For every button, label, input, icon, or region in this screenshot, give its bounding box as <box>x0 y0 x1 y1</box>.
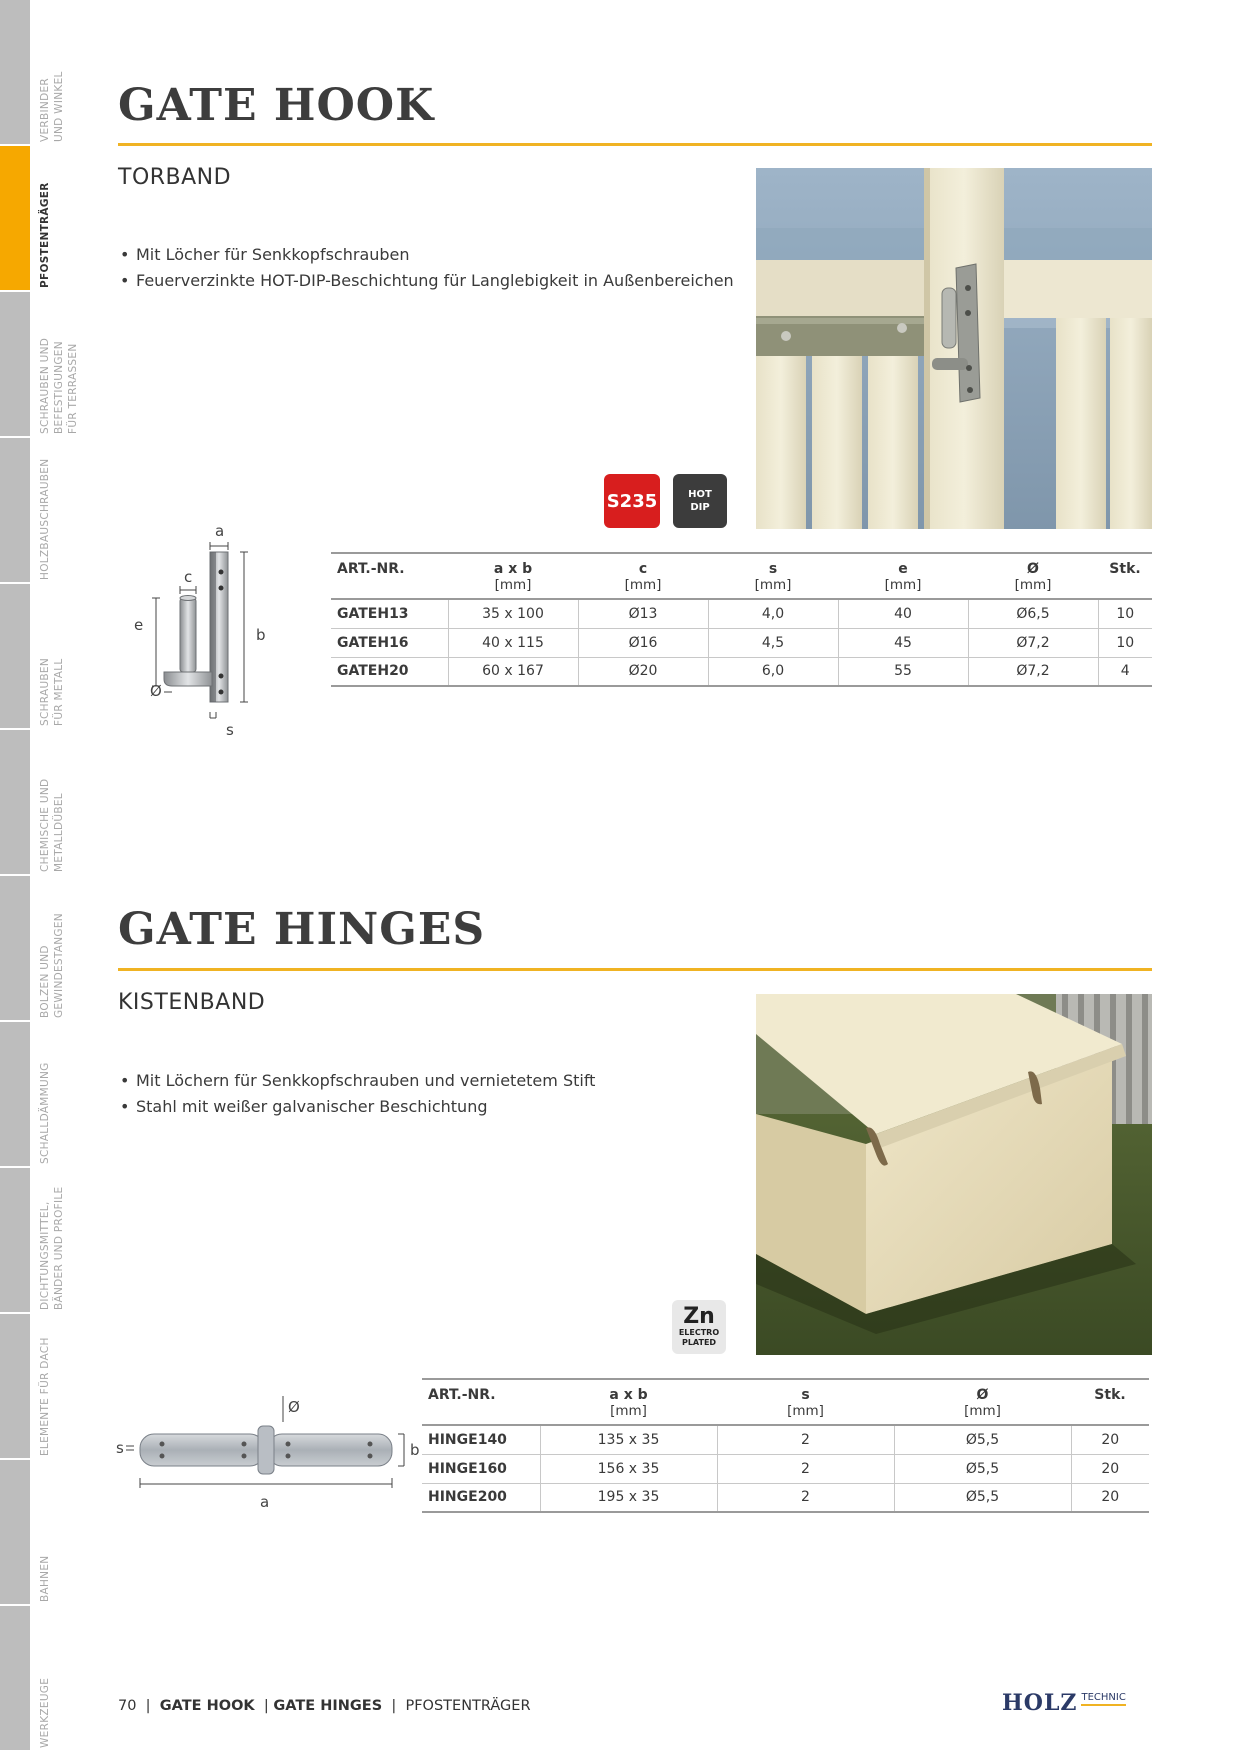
table-cell: 20 <box>1071 1425 1149 1454</box>
dim-label-e: e <box>134 616 144 634</box>
table-cell: 156 x 35 <box>540 1454 717 1483</box>
badge-text: Zn <box>683 1304 715 1329</box>
table-cell: Ø20 <box>578 657 708 686</box>
tab-label: SCHRAUBEN FÜR METALL <box>39 657 65 726</box>
unit-cell <box>422 1403 540 1425</box>
tab-label: PFOSTENTRÄGER <box>39 182 51 288</box>
column-header: s <box>708 553 838 577</box>
tab-bahnen[interactable] <box>0 1460 72 1606</box>
table-cell: 10 <box>1098 628 1152 657</box>
art-nr-cell: GATEH13 <box>331 599 448 628</box>
art-nr-cell: GATEH16 <box>331 628 448 657</box>
hot-dip-badge <box>673 474 727 528</box>
dim-label-diameter: Ø <box>288 1398 300 1416</box>
gate-hook-photo <box>756 168 1152 529</box>
section-title-gate-hook: GATE HOOK <box>118 80 435 131</box>
table-cell: Ø6,5 <box>968 599 1098 628</box>
dim-label-diameter: Ø <box>150 682 162 700</box>
tab-label: SCHALLDÄMMUNG <box>39 1062 51 1164</box>
table-cell: 55 <box>838 657 968 686</box>
table-cell: 2 <box>717 1425 894 1454</box>
tab-werkzeuge[interactable] <box>0 1606 72 1752</box>
art-nr-cell: GATEH20 <box>331 657 448 686</box>
badge-text: ELECTRO <box>678 1328 720 1337</box>
column-header: e <box>838 553 968 577</box>
unit-cell: [mm] <box>448 577 578 599</box>
table-cell: 35 x 100 <box>448 599 578 628</box>
badge-text: DIP <box>690 502 710 513</box>
unit-cell: [mm] <box>838 577 968 599</box>
column-header: a x b <box>448 553 578 577</box>
dim-label-b: b <box>410 1441 420 1459</box>
art-nr-cell: HINGE160 <box>422 1454 540 1483</box>
feature-item: • Stahl mit weißer galvanischer Beschichtung <box>118 1094 595 1120</box>
table-row <box>422 1454 1149 1483</box>
feature-list <box>118 1068 595 1120</box>
title-rule <box>118 143 1152 146</box>
tab-schalldaemmung[interactable] <box>0 1022 72 1168</box>
unit-cell: [mm] <box>578 577 708 599</box>
table-row <box>331 599 1152 628</box>
s235-steel-badge <box>604 474 660 528</box>
column-header: Ø <box>968 553 1098 577</box>
tab-label: ELEMENTE FÜR DACH <box>39 1337 51 1456</box>
tab-label: SCHRAUBEN UND BEFESTIGUNGEN FÜR TERRASSEN <box>39 337 79 434</box>
badge-text: PLATED <box>681 1338 717 1347</box>
column-header: a x b <box>540 1379 717 1403</box>
tab-label: CHEMISCHE UND METALLDÜBEL <box>39 778 65 872</box>
badge-text: S235 <box>606 490 658 512</box>
section-title-gate-hinges: GATE HINGES <box>118 904 486 955</box>
table-cell: Ø7,2 <box>968 628 1098 657</box>
feature-item: • Mit Löchern für Senkkopfschrauben und vernietetem Stift <box>118 1068 595 1094</box>
dim-label-a: a <box>215 522 225 540</box>
tab-bolzen[interactable] <box>0 876 72 1022</box>
table-cell: 40 <box>838 599 968 628</box>
holz-technic-logo <box>1002 1690 1126 1716</box>
unit-cell: [mm] <box>540 1403 717 1425</box>
feature-item: • Feuerverzinkte HOT-DIP-Beschichtung für Langlebigkeit in Außenbereichen <box>118 268 734 294</box>
table-cell: Ø5,5 <box>894 1454 1071 1483</box>
table-cell: Ø5,5 <box>894 1425 1071 1454</box>
footer-separator: | <box>391 1698 397 1714</box>
table-cell: 6,0 <box>708 657 838 686</box>
tab-dichtungsmittel[interactable] <box>0 1168 72 1314</box>
dim-label-b: b <box>256 626 266 644</box>
unit-cell: [mm] <box>717 1403 894 1425</box>
table-cell: 2 <box>717 1454 894 1483</box>
footer-section-gate-hinges: GATE HINGES <box>273 1698 383 1714</box>
table-cell: Ø16 <box>578 628 708 657</box>
title-rule <box>118 968 1152 971</box>
table-cell: 20 <box>1071 1483 1149 1512</box>
tab-label: HOLZBAUSCHRAUBEN <box>39 458 51 580</box>
footer-separator: | <box>145 1698 151 1714</box>
unit-cell: [mm] <box>708 577 838 599</box>
art-nr-cell: HINGE200 <box>422 1483 540 1512</box>
table-cell: 135 x 35 <box>540 1425 717 1454</box>
table-cell: 60 x 167 <box>448 657 578 686</box>
tab-verbinder[interactable] <box>0 0 72 146</box>
unit-cell: [mm] <box>968 577 1098 599</box>
footer-section-gate-hook: GATE HOOK <box>159 1698 255 1714</box>
footer-category: PFOSTENTRÄGER <box>405 1698 531 1714</box>
dim-label-a: a <box>260 1493 270 1511</box>
logo-sub-text: TECHNIC <box>1081 1692 1125 1706</box>
table-cell: 195 x 35 <box>540 1483 717 1512</box>
table-cell: 10 <box>1098 599 1152 628</box>
gate-hinges-spec-table <box>422 1378 1149 1513</box>
tab-label: DICHTUNGSMITTEL, BÄNDER UND PROFILE <box>39 1186 65 1310</box>
table-cell: Ø13 <box>578 599 708 628</box>
gate-hook-drawing <box>128 516 288 742</box>
unit-cell <box>1098 577 1152 599</box>
zinc-electroplated-badge <box>672 1300 726 1354</box>
feature-list <box>118 242 734 294</box>
unit-cell <box>1071 1403 1149 1425</box>
unit-cell <box>331 577 448 599</box>
table-cell: 20 <box>1071 1454 1149 1483</box>
dim-label-c: c <box>184 568 193 586</box>
page-number: 70 <box>118 1698 137 1714</box>
page-footer <box>118 1698 531 1714</box>
table-row <box>422 1483 1149 1512</box>
tab-elemente-dach[interactable] <box>0 1314 72 1460</box>
tab-label: WERKZEUGE <box>39 1677 51 1748</box>
column-header: ART.-NR. <box>422 1379 540 1403</box>
table-cell: 4 <box>1098 657 1152 686</box>
column-header: Stk. <box>1071 1379 1149 1403</box>
unit-cell: [mm] <box>894 1403 1071 1425</box>
tab-label: BOLZEN UND GEWINDESTANGEN <box>39 913 65 1018</box>
table-row <box>331 657 1152 686</box>
column-header: s <box>717 1379 894 1403</box>
gate-hinge-drawing <box>116 1392 428 1522</box>
table-cell: 4,0 <box>708 599 838 628</box>
table-cell: 40 x 115 <box>448 628 578 657</box>
tab-schrauben-terrassen[interactable] <box>0 292 79 438</box>
art-nr-cell: HINGE140 <box>422 1425 540 1454</box>
table-row <box>422 1425 1149 1454</box>
logo-main-text: HOLZ <box>1002 1690 1078 1716</box>
table-row <box>331 628 1152 657</box>
tab-holzbauschrauben[interactable] <box>0 438 72 584</box>
column-header: Stk. <box>1098 553 1152 577</box>
section-subtitle-kistenband: KISTENBAND <box>118 990 266 1015</box>
tab-duebel[interactable] <box>0 730 72 876</box>
tab-schrauben-metall[interactable] <box>0 584 72 730</box>
table-cell: Ø5,5 <box>894 1483 1071 1512</box>
section-subtitle-torband: TORBAND <box>118 165 232 190</box>
column-header: ART.-NR. <box>331 553 448 577</box>
tab-label: BAHNEN <box>39 1555 51 1602</box>
badge-text: HOT <box>688 489 712 500</box>
table-cell: 2 <box>717 1483 894 1512</box>
gate-hinges-photo <box>756 994 1152 1355</box>
dim-label-s: s <box>226 721 234 739</box>
column-header: Ø <box>894 1379 1071 1403</box>
feature-item: • Mit Löcher für Senkkopfschrauben <box>118 242 734 268</box>
category-sidebar <box>0 0 79 1754</box>
table-cell: 4,5 <box>708 628 838 657</box>
table-cell: Ø7,2 <box>968 657 1098 686</box>
gate-hook-spec-table <box>331 552 1152 687</box>
column-header: c <box>578 553 708 577</box>
tab-label: VERBINDER UND WINKEL <box>39 71 65 142</box>
table-cell: 45 <box>838 628 968 657</box>
footer-separator: | <box>263 1698 269 1714</box>
tab-pfostentraeger[interactable] <box>0 146 72 292</box>
dim-label-s: s <box>116 1439 124 1457</box>
